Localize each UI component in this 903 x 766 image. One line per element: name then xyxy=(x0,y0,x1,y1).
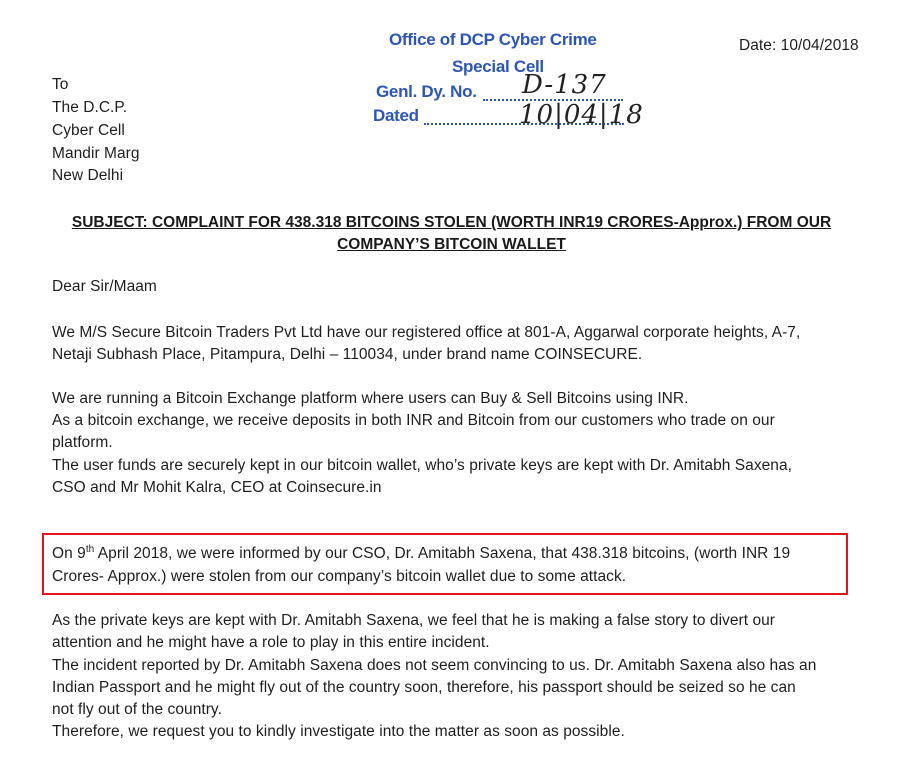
para2-line-1: We are running a Bitcoin Exchange platform where users can Buy & Sell Bitcoins using INR. xyxy=(52,390,689,407)
para3-line-4: Indian Passport and he might fly out of the country soon, therefore, his passport should be seized so he can xyxy=(52,679,796,696)
para2-line-4: The user funds are securely kept in our bitcoin wallet, who’s private keys are kept with Dr. Amitabh Saxena, xyxy=(52,457,793,474)
para2-line-2: As a bitcoin exchange, we receive deposits in both INR and Bitcoin from our customers who trade on our xyxy=(52,412,775,429)
address-line-1: The D.C.P. xyxy=(52,99,128,116)
stamp-cell: Special Cell xyxy=(452,57,544,76)
stamp-office: Office of DCP Cyber Crime xyxy=(389,30,597,49)
stamp-dated-handwritten: 10|04|18 xyxy=(519,100,644,130)
para3-line-2: attention and he might have a role to play in this entire incident. xyxy=(52,634,490,651)
stamp-genl-dy-label: Genl. Dy. No. xyxy=(376,82,477,101)
para1-line-2: Netaji Subhash Place, Pitampura, Delhi – 110034, under brand name COINSECURE. xyxy=(52,346,643,363)
subject-line-1: SUBJECT: COMPLAINT FOR 438.318 BITCOINS STOLEN (WORTH INR19 CRORES-Approx.) FROM OUR xyxy=(71,214,832,231)
address-line-2: Cyber Cell xyxy=(52,122,125,139)
stamp-genl-dy-handwritten: D-137 xyxy=(522,70,607,100)
address-to: To xyxy=(52,76,69,93)
highlight-line-1: On 9th April 2018, we were informed by our CSO, Dr. Amitabh Saxena, that 438.318 bitcoins, (worth INR 19 xyxy=(52,543,791,562)
subject-line-2: COMPANY’S BITCOIN WALLET xyxy=(337,236,566,253)
para3-line-6: Therefore, we request you to kindly investigate into the matter as soon as possible. xyxy=(52,723,625,740)
address-line-4: New Delhi xyxy=(52,167,124,184)
address-line-3: Mandir Marg xyxy=(52,145,140,162)
para3-line-1: As the private keys are kept with Dr. Amitabh Saxena, we feel that he is making a false story to divert our xyxy=(52,612,776,629)
para2-line-3: platform. xyxy=(52,434,113,451)
highlight-line-2: Crores- Approx.) were stolen from our company’s bitcoin wallet due to some attack. xyxy=(52,568,627,585)
para3-line-3: The incident reported by Dr. Amitabh Saxena does not seem convincing to us. Dr. Amitabh Saxena also has an xyxy=(52,657,817,674)
para2-line-5: CSO and Mr Mohit Kalra, CEO at Coinsecure.in xyxy=(52,479,382,496)
stamp-dated-label: Dated xyxy=(373,106,419,125)
letter-date: Date: 10/04/2018 xyxy=(739,37,859,54)
para1-line-1: We M/S Secure Bitcoin Traders Pvt Ltd have our registered office at 801-A, Aggarwal corporate heights, A-7, xyxy=(52,324,801,341)
para3-line-5: not fly out of the country. xyxy=(52,701,222,718)
salutation: Dear Sir/Maam xyxy=(52,278,157,295)
